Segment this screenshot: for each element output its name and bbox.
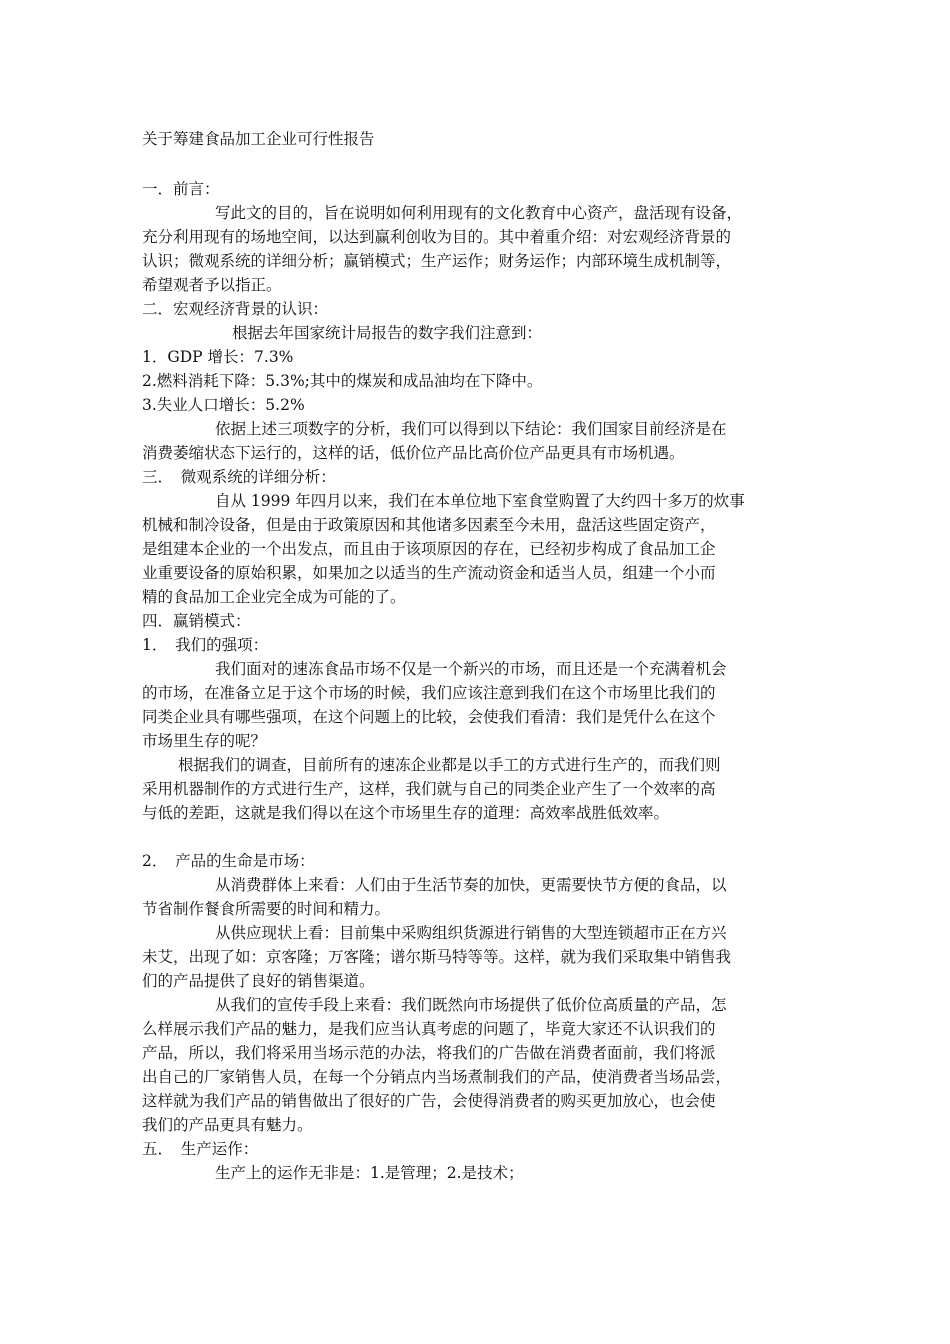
paragraph-line: 节省制作餐食所需要的时间和精力。 <box>142 900 391 918</box>
paragraph-line: 生产上的运作无非是：1.是管理；2.是技术； <box>215 1164 524 1182</box>
section-heading-marketing: 四．赢销模式： <box>142 612 251 630</box>
paragraph-line: 业重要设备的原始积累，如果加之以适当的生产流动资金和适当人员，组建一个小而 <box>142 564 716 582</box>
paragraph-line: 充分利用现有的场地空间，以达到赢利创收为目的。其中着重介绍：对宏观经济背景的 <box>142 228 732 246</box>
paragraph-line: 的市场，在准备立足于这个市场的时候，我们应该注意到我们在这个市场里比我们的 <box>142 684 716 702</box>
paragraph-line: 与低的差距，这就是我们得以在这个市场里生存的道理：高效率战胜低效率。 <box>142 804 670 822</box>
paragraph-line: 自从 1999 年四月以来，我们在本单位地下室食堂购置了大约四十多万的炊事 <box>215 492 745 510</box>
document-title: 关于筹建食品加工企业可行性报告 <box>142 130 375 148</box>
list-item-gdp: 1．GDP 增长：7.3% <box>142 348 294 366</box>
paragraph-line: 这样就为我们产品的销售做出了很好的广告，会使得消费者的购买更加放心，也会使 <box>142 1092 716 1110</box>
paragraph-line: 产品，所以，我们将采用当场示范的办法，将我们的广告做在消费者面前，我们将派 <box>142 1044 716 1062</box>
list-item-unemployment: 3.失业人口增长：5.2% <box>142 396 305 414</box>
paragraph-line: 同类企业具有哪些强项，在这个问题上的比较，会使我们看清：我们是凭什么在这个 <box>142 708 716 726</box>
paragraph-line: 么样展示我们产品的魅力，是我们应当认真考虑的问题了，毕竟大家还不认识我们的 <box>142 1020 716 1038</box>
paragraph-line: 们的产品提供了良好的销售渠道。 <box>142 972 375 990</box>
paragraph-line: 从消费群体上来看：人们由于生活节奏的加快，更需要快节方便的食品，以 <box>215 876 727 894</box>
paragraph-line: 市场里生存的呢？ <box>142 732 267 750</box>
paragraph-line: 消费萎缩状态下运行的，这样的话，低价位产品比高价位产品更具有市场机遇。 <box>142 444 685 462</box>
paragraph-line: 从供应现状上看：目前集中采购组织货源进行销售的大型连锁超市正在方兴 <box>215 924 727 942</box>
paragraph-line: 根据去年国家统计局报告的数字我们注意到： <box>232 324 543 342</box>
section-heading-micro: 三． 微观系统的详细分析： <box>142 468 336 486</box>
paragraph-line: 从我们的宣传手段上来看：我们既然向市场提供了低价位高质量的产品，怎 <box>215 996 727 1014</box>
paragraph-line: 根据我们的调查，目前所有的速冻企业都是以手工的方式进行生产的，而我们则 <box>178 756 721 774</box>
section-heading-macro: 二．宏观经济背景的认识： <box>142 300 329 318</box>
paragraph-line: 精的食品加工企业完全成为可能的了。 <box>142 588 406 606</box>
paragraph-line: 希望观者予以指正。 <box>142 276 282 294</box>
subheading-strengths: 1． 我们的强项： <box>142 636 269 654</box>
paragraph-line: 是组建本企业的一个出发点，而且由于该项原因的存在，已经初步构成了食品加工企 <box>142 540 716 558</box>
paragraph-line: 写此文的目的，旨在说明如何利用现有的文化教育中心资产，盘活现有设备， <box>215 204 743 222</box>
paragraph-line: 我们的产品更具有魅力。 <box>142 1116 313 1134</box>
paragraph-line: 依据上述三项数字的分析，我们可以得到以下结论：我们国家目前经济是在 <box>215 420 727 438</box>
paragraph-line: 认识；微观系统的详细分析；赢销模式；生产运作；财务运作；内部环境生成机制等， <box>142 252 732 270</box>
section-heading-production: 五． 生产运作： <box>142 1140 259 1158</box>
paragraph-line: 我们面对的速冻食品市场不仅是一个新兴的市场，而且还是一个充满着机会 <box>215 660 727 678</box>
paragraph-line: 未艾，出现了如：京客隆；万客隆；谱尔斯马特等等。这样，就为我们采取集中销售我 <box>142 948 732 966</box>
paragraph-line: 采用机器制作的方式进行生产，这样，我们就与自己的同类企业产生了一个效率的高 <box>142 780 716 798</box>
list-item-fuel: 2.燃料消耗下降：5.3%;其中的煤炭和成品油均在下降中。 <box>142 372 543 390</box>
paragraph-line: 机械和制冷设备，但是由于政策原因和其他诸多因素至今未用，盘活这些固定资产， <box>142 516 716 534</box>
section-heading-preface: 一．前言： <box>142 180 220 198</box>
paragraph-line: 出自己的厂家销售人员，在每一个分销点内当场煮制我们的产品，使消费者当场品尝， <box>142 1068 732 1086</box>
subheading-market: 2． 产品的生命是市场： <box>142 852 315 870</box>
